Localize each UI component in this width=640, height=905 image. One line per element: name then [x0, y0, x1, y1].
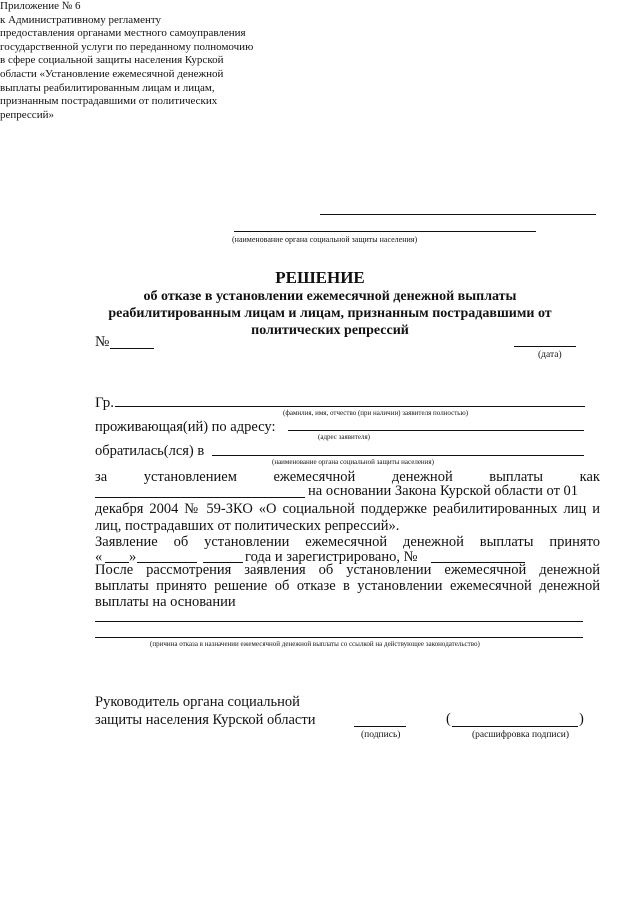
para3-line1: После рассмотрения заявления об установлении ежемесячной денежной [95, 562, 600, 578]
date-field [514, 346, 576, 347]
payment-type-field [95, 497, 305, 498]
applied-field [212, 455, 584, 456]
sign-caption: (подпись) [361, 730, 401, 740]
authority-line-2 [234, 231, 536, 232]
signature-line1: Руководитель органа социальной [95, 694, 300, 710]
reason-caption: (причина отказа в назначении ежемесячной денежной выплаты со ссылкой на действующее законодательство) [150, 640, 480, 648]
para1-word: как [579, 469, 600, 485]
address-caption: (адрес заявителя) [318, 433, 370, 441]
number-field [110, 348, 154, 349]
address-field [288, 430, 584, 431]
para1-line2: на основании Закона Курской области от 01 [308, 483, 579, 499]
open-paren: ( [446, 711, 451, 727]
annex-line: признанным пострадавшими от политических [0, 95, 218, 108]
close-paren: ) [579, 711, 584, 727]
subtitle-line: реабилитированным лицам и лицам, признанным пострадавшими от [108, 306, 552, 321]
number-label: № [95, 334, 110, 350]
annex-line: Приложение № 6 [0, 0, 81, 12]
annex-line: области «Установление ежемесячной денежной [0, 67, 224, 80]
para2-line1: Заявление об установлении ежемесячной денежной выплаты принято [95, 534, 600, 550]
signature-field [354, 726, 406, 727]
para1-line4: лиц, пострадавших от политических репрессий». [95, 518, 400, 534]
annex-line: выплаты реабилитированным лицам и лицам, [0, 81, 215, 94]
applied-label: обратилась(лся) в [95, 443, 205, 459]
open-quote: « [95, 549, 103, 565]
annex-line: к Административному регламенту [0, 13, 162, 26]
signature-line2: защиты населения Курской области [95, 712, 316, 728]
para3-line3: выплаты на основании [95, 594, 236, 610]
para2-middle: года и зарегистрировано, № [245, 549, 418, 565]
citizen-caption: (фамилия, имя, отчество (при наличии) заявителя полностью) [283, 409, 469, 417]
citizen-label: Гр. [95, 395, 114, 411]
para1-line3: декабря 2004 № 59-ЗКО «О социальной поддержке реабилитированных лиц и [95, 501, 600, 517]
signature-decode-field [452, 726, 578, 727]
annex-line: репрессий» [0, 108, 54, 121]
close-quote: » [129, 549, 137, 565]
annex-block [0, 0, 290, 122]
document-title: РЕШЕНИЕ [275, 268, 365, 287]
para1-word: денежной [391, 469, 453, 485]
annex-line: предоставления органами местного самоуправления [0, 27, 246, 40]
decode-caption: (расшифровка подписи) [472, 730, 569, 740]
authority-line-1 [320, 214, 596, 215]
annex-line: государственной услуги по переданному полномочию [0, 40, 254, 53]
subtitle-line: политических репрессий [251, 323, 409, 338]
annex-line: в сфере социальной защиты населения Курской [0, 54, 224, 67]
para1-word: выплаты [489, 469, 544, 485]
para1-word: за [95, 469, 108, 485]
para1-word: установлением [143, 469, 237, 485]
citizen-field [115, 406, 585, 407]
date-caption: (дата) [538, 350, 562, 360]
applied-caption: (наименование органа социальной защиты населения) [272, 458, 434, 466]
address-label: проживающая(ий) по адресу: [95, 419, 276, 435]
authority-caption: (наименование органа социальной защиты населения) [232, 235, 418, 244]
reason-line-2 [95, 637, 583, 638]
document-subtitle [80, 288, 580, 339]
subtitle-line: об отказе в установлении ежемесячной денежной выплаты [143, 289, 517, 304]
para3-line2: выплаты принято решение об отказе в установлении ежемесячной денежной [95, 578, 600, 594]
para1-word: ежемесячной [273, 469, 356, 485]
reason-line-1 [95, 621, 583, 622]
